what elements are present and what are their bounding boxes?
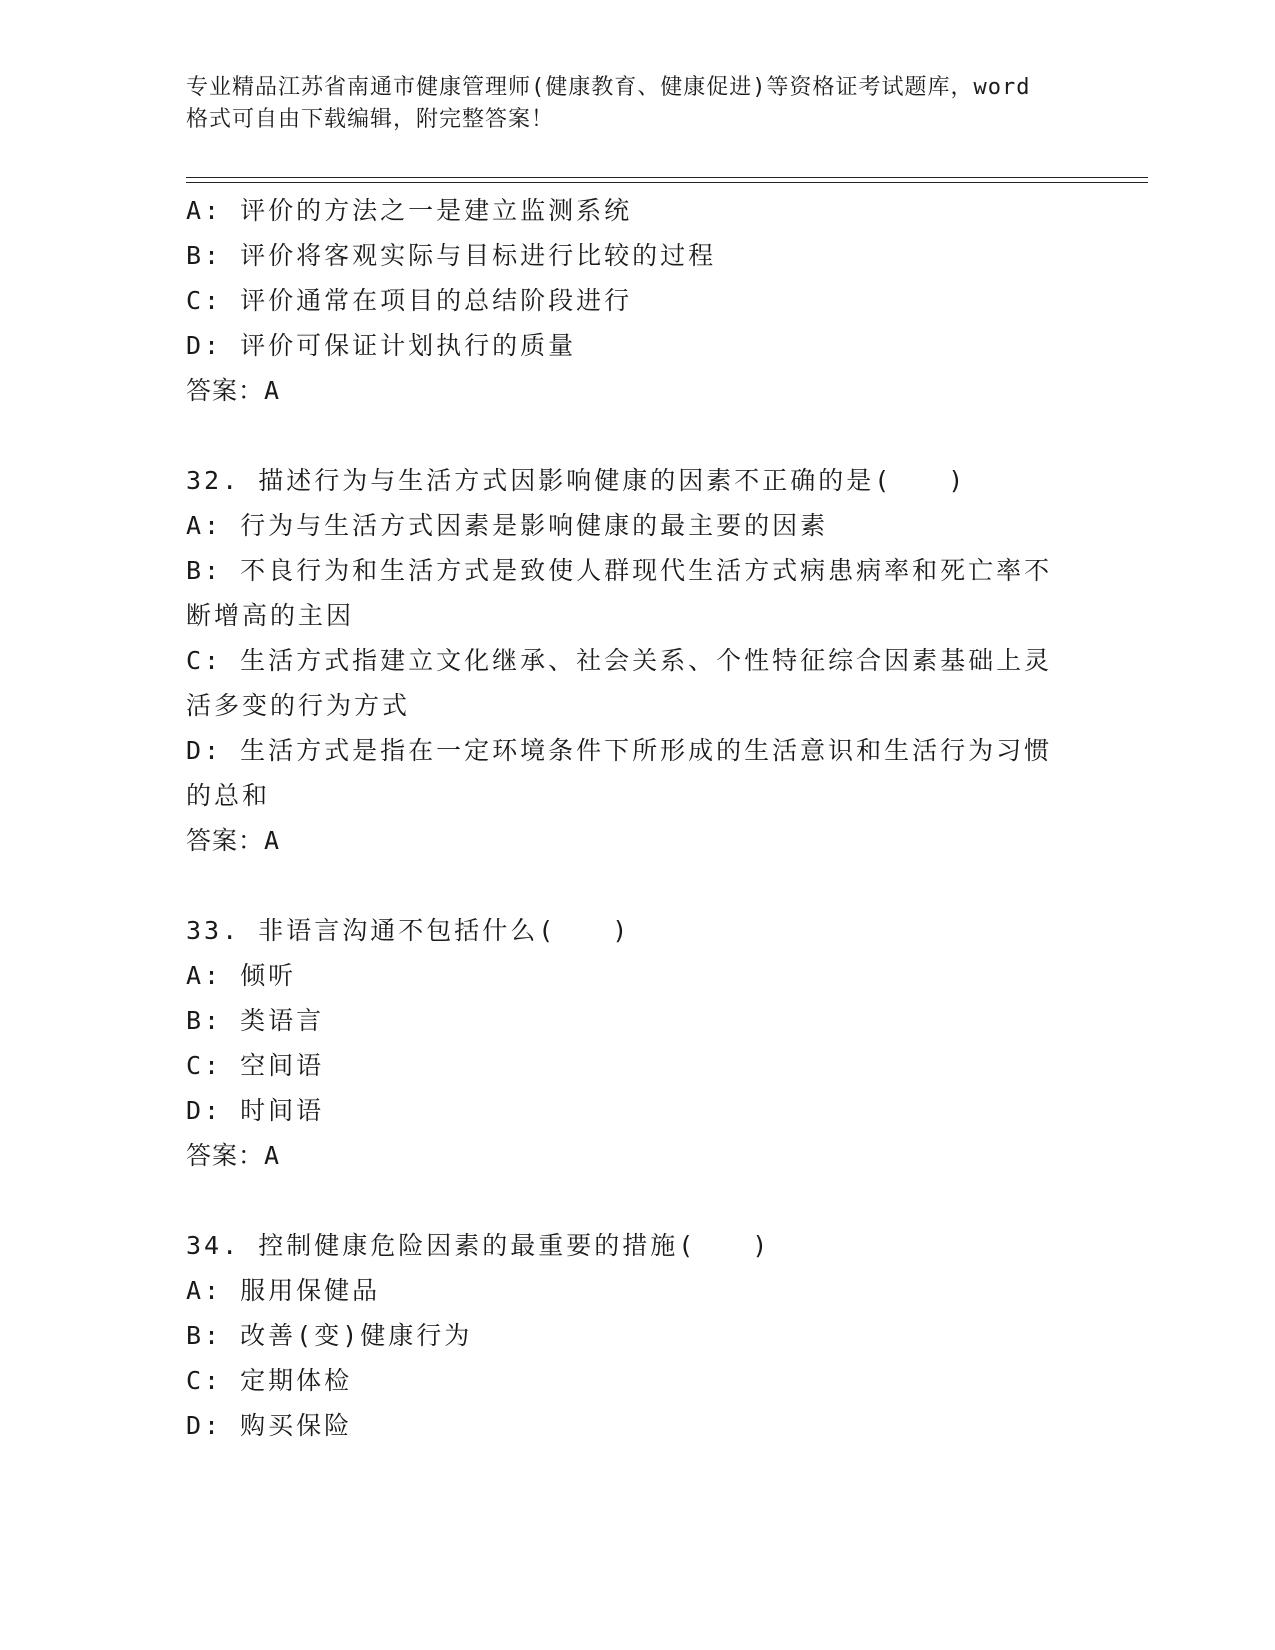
option-text: D: 评价可保证计划执行的质量 [186,331,577,360]
answer-option [186,188,1086,233]
answer-line [186,1133,1086,1178]
answer-label: 答案： [186,1141,265,1170]
question-block [186,188,1086,413]
question-block [186,458,1086,863]
answer-option [186,503,1086,548]
answer-option [186,1313,1086,1358]
option-text-continued: 断增高的主因 [186,601,355,630]
answer-option [186,998,1086,1043]
answer-option [186,1358,1086,1403]
option-text: C: 空间语 [186,1051,325,1080]
option-text: C: 生活方式指建立文化继承、社会关系、个性特征综合因素基础上灵 [186,646,1053,675]
question-text: 34. 控制健康危险因素的最重要的措施( ) [186,1231,771,1260]
question-list [186,188,1086,1448]
answer-option [186,1043,1086,1088]
answer-label: 答案： [186,376,265,405]
answer-option [186,323,1086,368]
header-line-1: 专业精品江苏省南通市健康管理师(健康教育、健康促进)等资格证考试题库，word [186,75,1031,100]
option-text: B: 不良行为和生活方式是致使人群现代生活方式病患病率和死亡率不 [186,556,1053,585]
answer-option [186,953,1086,998]
question-block [186,1223,1086,1448]
option-text: D: 时间语 [186,1096,325,1125]
option-text: A: 倾听 [186,961,297,990]
answer-option [186,1268,1086,1313]
option-text: B: 改善(变)健康行为 [186,1321,473,1350]
header-divider-bottom [186,182,1148,183]
answer-value: A [264,1141,281,1170]
question-text: 32. 描述行为与生活方式因影响健康的因素不正确的是( ) [186,466,967,495]
option-text-continued: 的总和 [186,781,271,810]
answer-option [186,1088,1086,1133]
answer-option [186,728,1086,818]
answer-option [186,233,1086,278]
option-text: B: 类语言 [186,1006,325,1035]
answer-option [186,548,1086,638]
option-text: D: 生活方式是指在一定环境条件下所形成的生活意识和生活行为习惯 [186,736,1053,765]
answer-line [186,368,1086,413]
option-text: C: 评价通常在项目的总结阶段进行 [186,286,633,315]
option-text: A: 评价的方法之一是建立监测系统 [186,196,633,225]
page-header [186,72,1086,136]
answer-option [186,1403,1086,1448]
answer-value: A [264,376,281,405]
answer-option [186,278,1086,323]
option-text-continued: 活多变的行为方式 [186,691,411,720]
option-text: C: 定期体检 [186,1366,353,1395]
header-line-2: 格式可自由下载编辑，附完整答案！ [186,107,555,132]
answer-label: 答案： [186,826,265,855]
question-text: 33. 非语言沟通不包括什么( ) [186,916,631,945]
answer-value: A [264,826,281,855]
header-divider-top [186,177,1148,178]
option-text: A: 行为与生活方式因素是影响健康的最主要的因素 [186,511,829,540]
option-text: D: 购买保险 [186,1411,353,1440]
option-text: A: 服用保健品 [186,1276,381,1305]
option-text: B: 评价将客观实际与目标进行比较的过程 [186,241,717,270]
answer-line [186,818,1086,863]
answer-option [186,638,1086,728]
question-block [186,908,1086,1178]
